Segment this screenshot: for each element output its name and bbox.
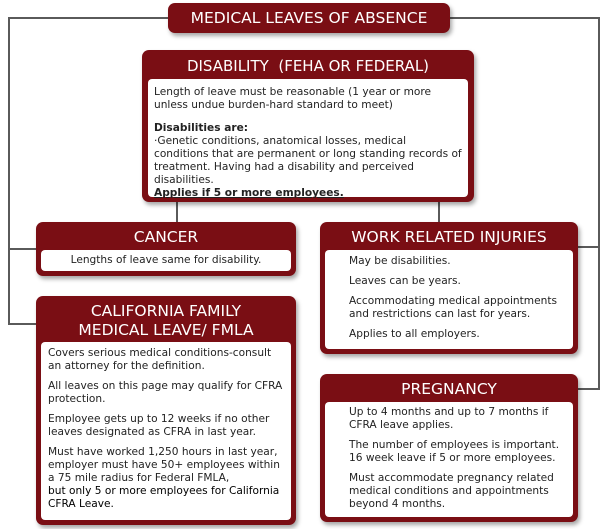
work-item-1: May be disabilities. xyxy=(349,255,451,267)
work-item-3: Accommodating medical appointments and restrictions can last for years. xyxy=(349,295,558,320)
connector-right-work xyxy=(578,246,600,248)
connector-left-cfra xyxy=(8,323,36,325)
pregnancy-item-1: Up to 4 months and up to 7 months if CFRA leave applies. xyxy=(349,406,549,431)
cfra-box xyxy=(36,296,296,525)
disability-heading: DISABILITY (FEHA OR FEDERAL) xyxy=(186,57,430,75)
work-content xyxy=(325,250,573,349)
page-title: MEDICAL LEAVES OF ABSENCE xyxy=(190,9,428,27)
work-injuries-box xyxy=(320,222,578,354)
cancer-content xyxy=(41,250,291,271)
cfra-item-1: Covers serious medical conditions-consult an attorney for the definition. xyxy=(48,347,272,372)
connector-left-cancer xyxy=(8,248,36,250)
cfra-item-4: Must have worked 1,250 hours in last year, employer must have 50+ employees within a 75 mile radius for Federal FMLA, xyxy=(48,446,280,484)
connector-right-vertical xyxy=(598,17,600,389)
pregnancy-box xyxy=(320,374,578,522)
connector-disability-cancer xyxy=(176,200,178,224)
connector-left-vertical xyxy=(8,17,10,325)
pregnancy-item-3: Must accommodate pregnancy related medical conditions and appointments beyond 4 months. xyxy=(349,472,554,510)
pregnancy-content xyxy=(325,402,573,517)
connector-top-right xyxy=(450,17,600,19)
disability-content xyxy=(148,79,468,197)
pregnancy-item-2: The number of employees is important. 16 week leave if 5 or more employees. xyxy=(349,439,560,464)
cancer-text: Lengths of leave same for disability. xyxy=(70,254,262,266)
disability-label: Disabilities are: xyxy=(154,122,249,134)
connector-right-pregnancy xyxy=(578,388,600,390)
cfra-heading: CALIFORNIA FAMILY MEDICAL LEAVE/ FMLA xyxy=(78,302,254,339)
cancer-heading: CANCER xyxy=(133,228,199,246)
work-item-2: Leaves can be years. xyxy=(349,275,461,287)
disability-box xyxy=(142,50,474,202)
cfra-last: but only 5 or more employees for California CFRA Leave. xyxy=(48,485,280,510)
connector-disability-work xyxy=(438,200,440,224)
pregnancy-heading: PREGNANCY xyxy=(401,380,497,398)
cfra-item-2: All leaves on this page may qualify for CFRA protection. xyxy=(48,380,283,405)
title-box xyxy=(168,3,450,33)
cfra-content xyxy=(41,342,291,520)
disability-text2: ·Genetic conditions, anatomical losses, medical conditions that are permanent or long standing records of treatment. Having had a disability and perceived disabilities. xyxy=(154,135,462,186)
connector-top-left xyxy=(8,17,168,19)
work-item-4: Applies to all employers. xyxy=(349,328,480,340)
cancer-box xyxy=(36,222,296,276)
disability-text1: Length of leave must be reasonable (1 year or more unless undue burden-hard standard to meet) xyxy=(154,86,432,111)
cfra-item-3: Employee gets up to 12 weeks if no other leaves designated as CFRA in last year. xyxy=(48,413,270,438)
work-heading: WORK RELATED INJURIES xyxy=(351,228,547,246)
disability-applies: Applies if 5 or more employees. xyxy=(154,187,344,199)
